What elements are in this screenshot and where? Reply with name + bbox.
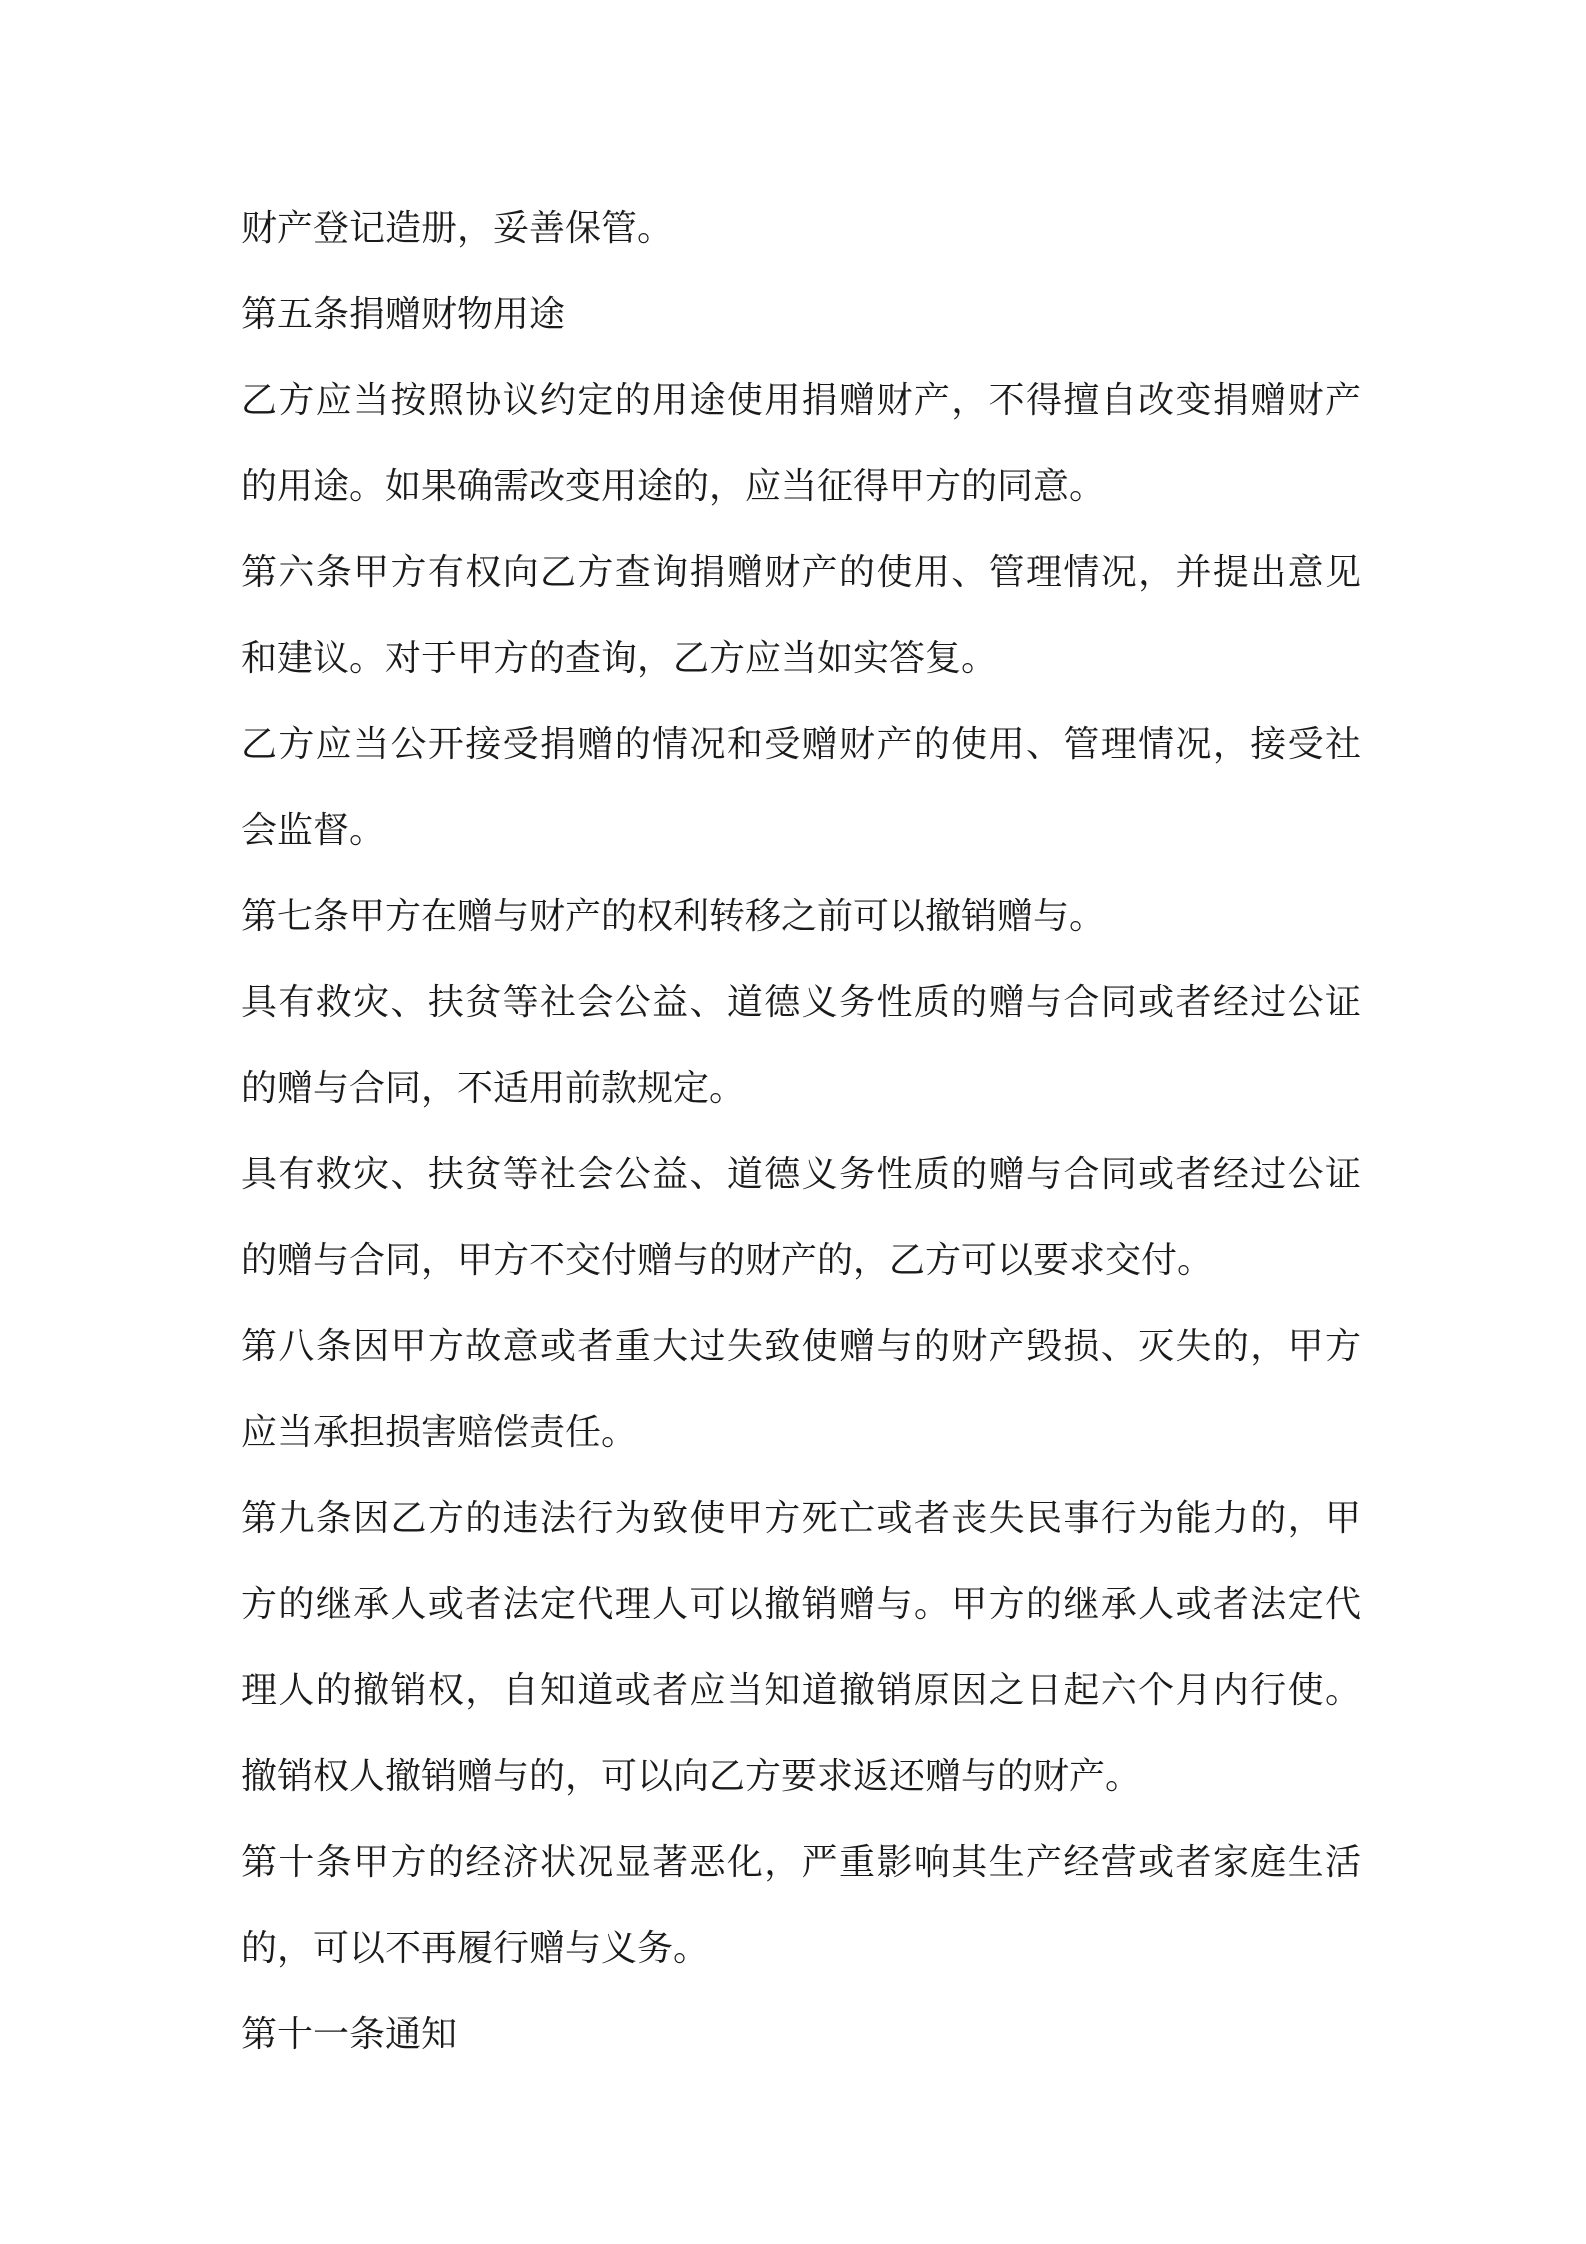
text-line: 会监督。 (241, 810, 386, 851)
text-line: 第六条甲方有权向乙方查询捐赠财产的使用、管理情况，并提出意见 (241, 552, 1361, 593)
section-heading: 第十一条通知 (241, 2014, 458, 2055)
text-line: 具有救灾、扶贫等社会公益、道德义务性质的赠与合同或者经过公证 (241, 982, 1361, 1023)
text-line: 乙方应当按照协议约定的用途使用捐赠财产，不得擅自改变捐赠财产 (241, 380, 1361, 421)
text-line: 第十条甲方的经济状况显著恶化，严重影响其生产经营或者家庭生活 (241, 1842, 1361, 1883)
text-line: 应当承担损害赔偿责任。 (241, 1412, 638, 1453)
text-line: 的赠与合同，甲方不交付赠与的财产的，乙方可以要求交付。 (241, 1240, 1214, 1281)
text-line: 撤销权人撤销赠与的，可以向乙方要求返还赠与的财产。 (241, 1756, 1142, 1797)
text-line: 和建议。对于甲方的查询，乙方应当如实答复。 (241, 638, 998, 679)
text-line: 的，可以不再履行赠与义务。 (241, 1928, 710, 1969)
text-line: 第七条甲方在赠与财产的权利转移之前可以撤销赠与。 (241, 896, 1106, 937)
text-line: 方的继承人或者法定代理人可以撤销赠与。甲方的继承人或者法定代 (241, 1584, 1361, 1625)
text-line: 乙方应当公开接受捐赠的情况和受赠财产的使用、管理情况，接受社 (241, 724, 1361, 765)
text-line: 具有救灾、扶贫等社会公益、道德义务性质的赠与合同或者经过公证 (241, 1154, 1361, 1195)
text-line: 第八条因甲方故意或者重大过失致使赠与的财产毁损、灭失的，甲方 (241, 1326, 1361, 1367)
text-line: 财产登记造册，妥善保管。 (241, 208, 674, 249)
section-heading: 第五条捐赠财物用途 (241, 294, 566, 335)
text-line: 理人的撤销权，自知道或者应当知道撤销原因之日起六个月内行使。 (241, 1670, 1361, 1711)
text-line: 第九条因乙方的违法行为致使甲方死亡或者丧失民事行为能力的，甲 (241, 1498, 1361, 1539)
text-line: 的用途。如果确需改变用途的，应当征得甲方的同意。 (241, 466, 1106, 507)
text-line: 的赠与合同，不适用前款规定。 (241, 1068, 746, 1109)
